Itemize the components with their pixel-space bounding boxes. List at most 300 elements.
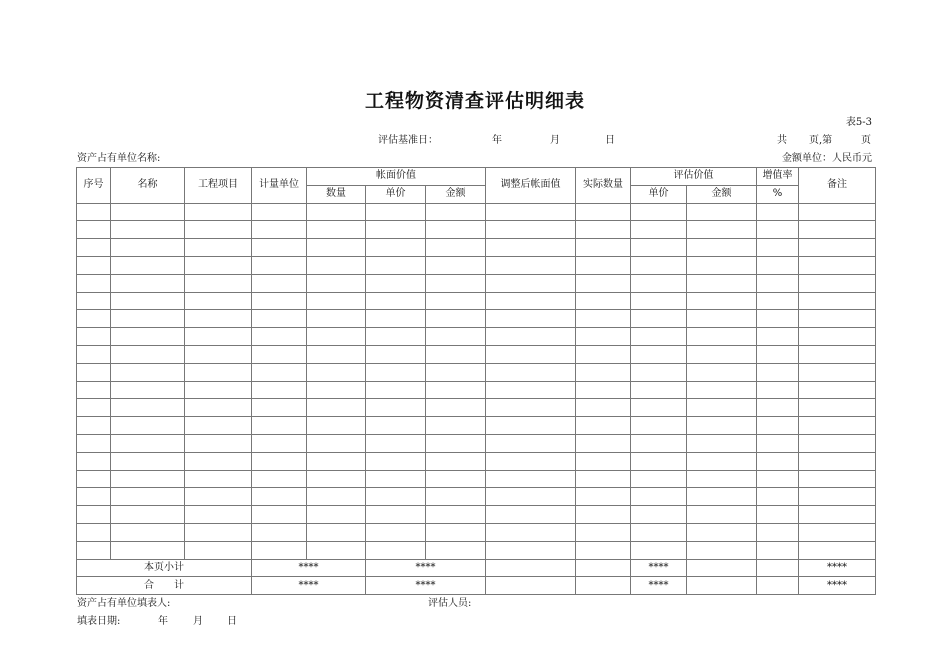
table-cell	[799, 203, 876, 221]
table-cell	[757, 203, 799, 221]
table-cell	[307, 399, 366, 417]
table-cell	[486, 488, 576, 506]
fill-date-label: 填表日期:	[77, 616, 121, 627]
page-of-label: 页,第	[809, 135, 833, 146]
table-cell	[307, 488, 366, 506]
date-month-label: 月	[550, 135, 560, 146]
table-cell	[366, 328, 426, 346]
table-cell	[576, 523, 631, 541]
table-cell	[426, 506, 486, 524]
table-cell	[631, 221, 687, 239]
table-cell	[687, 523, 757, 541]
table-cell	[77, 256, 111, 274]
table-cell	[252, 310, 307, 328]
table-cell	[687, 221, 757, 239]
table-cell	[366, 256, 426, 274]
table-cell	[687, 239, 757, 257]
table-cell	[799, 345, 876, 363]
date-year-label: 年	[492, 135, 502, 146]
table-cell	[77, 488, 111, 506]
subtotal-label: 本页小计	[77, 559, 252, 577]
table-cell	[426, 417, 486, 435]
table-cell	[799, 488, 876, 506]
table-cell	[366, 399, 426, 417]
header-eval-value: 评估价值	[631, 168, 757, 186]
table-cell	[111, 292, 185, 310]
table-cell	[307, 239, 366, 257]
table-cell	[631, 345, 687, 363]
table-cell	[631, 256, 687, 274]
page-total-label: 共	[777, 135, 787, 146]
table-cell	[757, 470, 799, 488]
table-cell	[307, 523, 366, 541]
table-cell	[631, 328, 687, 346]
table-row	[77, 310, 876, 328]
table-cell	[486, 310, 576, 328]
subheader-eval-amount: 金额	[687, 185, 757, 203]
table-cell	[111, 345, 185, 363]
table-cell	[486, 523, 576, 541]
table-cell	[185, 488, 252, 506]
table-cell	[486, 221, 576, 239]
table-cell	[757, 417, 799, 435]
table-cell	[307, 256, 366, 274]
table-cell	[307, 434, 366, 452]
table-cell	[631, 399, 687, 417]
table-cell	[185, 470, 252, 488]
table-row	[77, 221, 876, 239]
table-cell	[576, 488, 631, 506]
table-cell	[77, 541, 111, 559]
table-cell	[576, 310, 631, 328]
table-cell	[111, 470, 185, 488]
table-cell	[426, 203, 486, 221]
table-row	[77, 488, 876, 506]
table-cell	[576, 239, 631, 257]
table-cell	[111, 523, 185, 541]
table-cell	[799, 328, 876, 346]
table-cell	[252, 434, 307, 452]
table-cell	[366, 381, 426, 399]
table-cell	[111, 328, 185, 346]
subtotal-cell	[757, 559, 799, 577]
table-cell	[799, 363, 876, 381]
subtotal-unit-mask: ****	[252, 559, 366, 577]
table-cell	[631, 470, 687, 488]
table-cell	[307, 470, 366, 488]
table-cell	[799, 417, 876, 435]
table-cell	[252, 523, 307, 541]
table-cell	[252, 345, 307, 363]
table-cell	[486, 345, 576, 363]
table-cell	[757, 399, 799, 417]
table-cell	[366, 506, 426, 524]
table-row	[77, 256, 876, 274]
table-cell	[687, 256, 757, 274]
table-cell	[687, 452, 757, 470]
table-cell	[366, 417, 426, 435]
table-cell	[687, 381, 757, 399]
table-cell	[366, 292, 426, 310]
table-cell	[307, 381, 366, 399]
subheader-eval-price: 单价	[631, 185, 687, 203]
total-cell	[576, 577, 631, 595]
table-cell	[486, 292, 576, 310]
table-cell	[757, 541, 799, 559]
date-day-label: 日	[605, 135, 615, 146]
table-cell	[687, 310, 757, 328]
table-cell	[426, 221, 486, 239]
table-cell	[185, 399, 252, 417]
table-cell	[307, 506, 366, 524]
table-cell	[111, 399, 185, 417]
table-cell	[185, 310, 252, 328]
table-cell	[486, 274, 576, 292]
table-cell	[77, 221, 111, 239]
table-cell	[757, 434, 799, 452]
table-cell	[111, 363, 185, 381]
table-cell	[687, 434, 757, 452]
table-cell	[366, 363, 426, 381]
table-row	[77, 506, 876, 524]
subtotal-cell	[576, 559, 631, 577]
table-cell	[185, 417, 252, 435]
table-cell	[185, 523, 252, 541]
table-cell	[631, 417, 687, 435]
header-adjusted-value: 调整后帐面值	[486, 168, 576, 204]
table-cell	[426, 381, 486, 399]
total-remark-mask: ****	[799, 577, 876, 595]
total-row	[77, 577, 876, 595]
table-cell	[366, 523, 426, 541]
table-cell	[77, 399, 111, 417]
table-cell	[687, 203, 757, 221]
table-cell	[757, 345, 799, 363]
table-cell	[426, 452, 486, 470]
table-cell	[426, 292, 486, 310]
table-cell	[486, 328, 576, 346]
table-row	[77, 345, 876, 363]
table-cell	[486, 506, 576, 524]
table-cell	[185, 363, 252, 381]
table-cell	[757, 488, 799, 506]
table-cell	[426, 488, 486, 506]
table-cell	[307, 417, 366, 435]
table-cell	[252, 363, 307, 381]
table-cell	[185, 292, 252, 310]
header-unit: 计量单位	[252, 168, 307, 204]
table-cell	[757, 381, 799, 399]
fill-month-label: 月	[193, 616, 203, 627]
table-cell	[366, 310, 426, 328]
table-cell	[111, 541, 185, 559]
table-cell	[576, 221, 631, 239]
table-cell	[252, 203, 307, 221]
table-cell	[185, 256, 252, 274]
table-cell	[252, 399, 307, 417]
owner-unit-label: 资产占有单位名称:	[77, 153, 161, 164]
page-label: 页	[861, 135, 871, 146]
table-cell	[185, 239, 252, 257]
table-cell	[757, 221, 799, 239]
table-row	[77, 417, 876, 435]
table-cell	[366, 274, 426, 292]
table-cell	[486, 434, 576, 452]
table-cell	[77, 452, 111, 470]
table-cell	[426, 470, 486, 488]
table-cell	[757, 274, 799, 292]
table-cell	[631, 274, 687, 292]
table-cell	[252, 452, 307, 470]
table-cell	[185, 381, 252, 399]
total-price-mask: ****	[366, 577, 486, 595]
table-cell	[307, 221, 366, 239]
table-row	[77, 274, 876, 292]
table-row	[77, 203, 876, 221]
table-cell	[77, 239, 111, 257]
table-cell	[687, 328, 757, 346]
table-cell	[757, 523, 799, 541]
table-cell	[576, 256, 631, 274]
table-cell	[687, 506, 757, 524]
table-cell	[486, 381, 576, 399]
total-cell	[486, 577, 576, 595]
fill-year-label: 年	[158, 616, 168, 627]
total-cell	[757, 577, 799, 595]
table-cell	[307, 203, 366, 221]
table-cell	[799, 381, 876, 399]
table-cell	[426, 328, 486, 346]
table-cell	[307, 452, 366, 470]
table-row	[77, 541, 876, 559]
table-cell	[307, 328, 366, 346]
table-cell	[252, 470, 307, 488]
table-cell	[426, 256, 486, 274]
table-cell	[631, 203, 687, 221]
table-cell	[631, 310, 687, 328]
header-increase-rate: 增值率	[757, 168, 799, 186]
table-cell	[799, 256, 876, 274]
table-cell	[426, 310, 486, 328]
table-cell	[252, 292, 307, 310]
table-cell	[185, 203, 252, 221]
table-cell	[799, 292, 876, 310]
table-cell	[486, 256, 576, 274]
table-cell	[111, 221, 185, 239]
table-cell	[757, 506, 799, 524]
table-cell	[687, 274, 757, 292]
table-cell	[77, 506, 111, 524]
table-cell	[799, 221, 876, 239]
subtotal-cell	[486, 559, 576, 577]
table-cell	[366, 541, 426, 559]
table-cell	[486, 470, 576, 488]
table-cell	[252, 256, 307, 274]
table-cell	[486, 239, 576, 257]
table-cell	[77, 292, 111, 310]
table-row	[77, 452, 876, 470]
table-cell	[486, 452, 576, 470]
subtotal-eval-price-mask: ****	[631, 559, 687, 577]
table-cell	[426, 239, 486, 257]
table-cell	[185, 541, 252, 559]
table-cell	[252, 328, 307, 346]
table-cell	[307, 345, 366, 363]
table-cell	[687, 399, 757, 417]
table-cell	[799, 541, 876, 559]
table-cell	[426, 274, 486, 292]
table-cell	[366, 452, 426, 470]
table-cell	[426, 541, 486, 559]
table-cell	[576, 434, 631, 452]
table-cell	[687, 345, 757, 363]
table-cell	[252, 221, 307, 239]
table-cell	[111, 256, 185, 274]
table-cell	[799, 434, 876, 452]
table-cell	[366, 239, 426, 257]
table-cell	[687, 417, 757, 435]
table-cell	[631, 292, 687, 310]
filler-label: 资产占有单位填表人:	[77, 598, 171, 609]
table-cell	[366, 488, 426, 506]
table-cell	[307, 292, 366, 310]
table-cell	[799, 470, 876, 488]
table-cell	[77, 274, 111, 292]
table-cell	[426, 434, 486, 452]
table-cell	[111, 417, 185, 435]
table-cell	[252, 541, 307, 559]
table-cell	[307, 310, 366, 328]
table-cell	[687, 363, 757, 381]
table-cell	[631, 488, 687, 506]
table-cell	[576, 292, 631, 310]
table-cell	[185, 345, 252, 363]
table-cell	[631, 381, 687, 399]
table-cell	[111, 310, 185, 328]
table-cell	[307, 274, 366, 292]
table-cell	[185, 506, 252, 524]
table-cell	[426, 363, 486, 381]
table-cell	[77, 434, 111, 452]
table-cell	[576, 345, 631, 363]
table-row	[77, 523, 876, 541]
header-actual-qty: 实际数量	[576, 168, 631, 204]
table-cell	[111, 488, 185, 506]
table-cell	[576, 506, 631, 524]
table-cell	[426, 523, 486, 541]
subheader-price: 单价	[366, 185, 426, 203]
table-cell	[799, 239, 876, 257]
table-cell	[111, 381, 185, 399]
table-cell	[631, 541, 687, 559]
subheader-qty: 数量	[307, 185, 366, 203]
table-cell	[799, 452, 876, 470]
table-cell	[111, 452, 185, 470]
table-cell	[631, 452, 687, 470]
subtotal-price-mask: ****	[366, 559, 486, 577]
table-cell	[631, 363, 687, 381]
table-cell	[185, 274, 252, 292]
header-row	[77, 168, 876, 186]
table-cell	[111, 506, 185, 524]
total-unit-mask: ****	[252, 577, 366, 595]
table-cell	[576, 203, 631, 221]
subtotal-row	[77, 559, 876, 577]
table-cell	[252, 417, 307, 435]
table-cell	[799, 274, 876, 292]
subtotal-remark-mask: ****	[799, 559, 876, 577]
table-cell	[366, 345, 426, 363]
table-row	[77, 328, 876, 346]
table-cell	[576, 274, 631, 292]
table-row	[77, 292, 876, 310]
table-cell	[757, 452, 799, 470]
header-project: 工程项目	[185, 168, 252, 204]
table-cell	[576, 470, 631, 488]
table-cell	[486, 363, 576, 381]
table-cell	[757, 310, 799, 328]
table-cell	[77, 470, 111, 488]
header-seq: 序号	[77, 168, 111, 204]
table-cell	[631, 506, 687, 524]
table-cell	[576, 363, 631, 381]
table-cell	[799, 310, 876, 328]
table-cell	[77, 417, 111, 435]
table-cell	[307, 363, 366, 381]
table-cell	[486, 399, 576, 417]
table-cell	[77, 345, 111, 363]
table-cell	[366, 434, 426, 452]
table-cell	[252, 381, 307, 399]
table-cell	[687, 541, 757, 559]
table-cell	[77, 310, 111, 328]
subtotal-cell	[687, 559, 757, 577]
table-cell	[185, 452, 252, 470]
table-cell	[576, 417, 631, 435]
total-eval-price-mask: ****	[631, 577, 687, 595]
table-cell	[366, 221, 426, 239]
table-cell	[366, 470, 426, 488]
table-cell	[757, 328, 799, 346]
table-cell	[631, 523, 687, 541]
table-cell	[426, 345, 486, 363]
table-cell	[111, 274, 185, 292]
table-cell	[252, 506, 307, 524]
table-cell	[486, 203, 576, 221]
table-cell	[307, 541, 366, 559]
table-cell	[757, 239, 799, 257]
table-cell	[687, 470, 757, 488]
table-cell	[111, 434, 185, 452]
table-cell	[185, 434, 252, 452]
subheader-percent: %	[757, 185, 799, 203]
table-cell	[576, 381, 631, 399]
table-cell	[757, 363, 799, 381]
table-cell	[77, 381, 111, 399]
table-row	[77, 470, 876, 488]
table-cell	[185, 221, 252, 239]
table-cell	[426, 399, 486, 417]
total-cell	[687, 577, 757, 595]
table-cell	[77, 203, 111, 221]
table-cell	[576, 541, 631, 559]
fill-day-label: 日	[227, 616, 237, 627]
table-row	[77, 434, 876, 452]
total-label: 合 计	[77, 577, 252, 595]
table-cell	[185, 328, 252, 346]
table-cell	[631, 239, 687, 257]
table-cell	[111, 203, 185, 221]
